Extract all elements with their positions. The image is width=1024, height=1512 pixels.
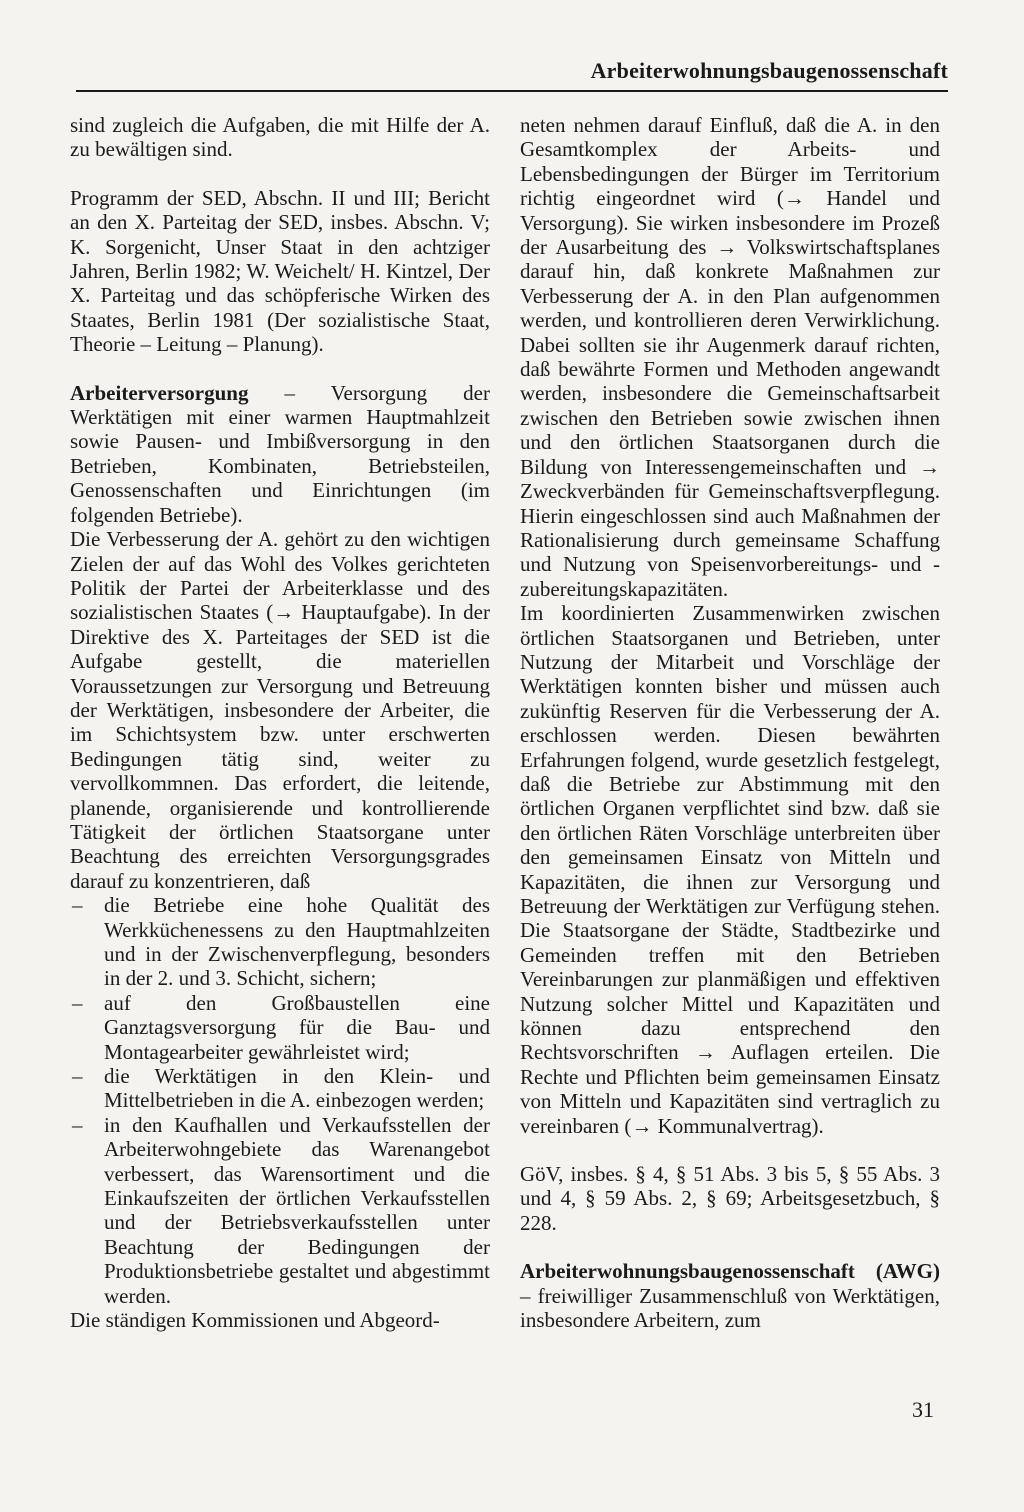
entry-arbeiterwohnungsbaugenossenschaft bbox=[520, 1259, 940, 1332]
body-paragraph: Im koordinierten Zusammenwirken zwischen örtlichen Staatsorganen und Betrieben, unter Nutzung der Mitarbeit und Vorschläge der Werktätigen konnten bisher und müssen auch zukünftig Reserven für die Verbesserung der A. erschlossen werden. Diesen bewährten Erfahrungen folgend, wurde gesetzlich festgelegt, daß die Betriebe zur Abstimmung mit den örtlichen Organen verpflichtet sind bzw. daß sie den örtlichen Räten Vorschläge unterbreiten über den gemeinsamen Einsatz von Mitteln und Kapazitäten, die ihnen zur Versorgung und Betreuung der Werktätigen zur Verfügung stehen. Die Staatsorgane der Städte, Stadtbezirke und Gemeinden treffen mit den Betrieben Vereinbarungen zur planmäßigen und effektiven Nutzung solcher Mittel und Kapazitäten und können dazu entsprechend den Rechtsvorschriften → Auflagen erteilen. Die Rechte und Pflichten beim gemeinsamen Einsatz von Mitteln und Kapazitäten sind vertraglich zu vereinbaren (→ Kommunalvertrag). bbox=[520, 601, 940, 1138]
entry-term: Arbeiterwohnungsbaugenossenschaft (AWG) bbox=[520, 1259, 940, 1284]
list-item: – die Werktätigen in den Klein- und Mittelbetrieben in die A. einbezogen werden; bbox=[70, 1064, 490, 1113]
continuation-paragraph: sind zugleich die Aufgaben, die mit Hilfe der A. zu bewältigen sind. bbox=[70, 113, 490, 162]
spacer bbox=[520, 1235, 940, 1259]
body-paragraph: neten nehmen darauf Einfluß, daß die A. in den Gesamtkomplex der Arbeits- und Lebensbedingungen der Bürger im Territorium richtig eingeordnet wird (→ Handel und Versorgung). Sie wirken insbesondere im Prozeß der Ausarbeitung des → Volkswirtschaftsplanes darauf hin, daß konkrete Maßnahmen zur Verbesserung der A. in den Plan aufgenommen werden, und kontrollieren deren Verwirklichung. Dabei sollten sie ihr Augenmerk darauf richten, daß bewährte Formen und Methoden angewandt werden, insbesondere die Gemeinschaftsarbeit zwischen den Betrieben sowie zwischen ihnen und den örtlichen Staatsorganen durch die Bildung von Interessengemeinschaften und → Zweckverbänden für Gemeinschaftsverpflegung. Hierin eingeschlossen sind auch Maßnahmen der Rationalisierung durch gemeinsame Schaffung und Nutzung von Speisenvorbereitungs- und -zubereitungskapazitäten. bbox=[520, 113, 940, 601]
entry-definition: – freiwilliger Zusammenschluß von Werktätigen, insbesondere Arbeitern, zum bbox=[520, 1283, 940, 1333]
list-item: – die Betriebe eine hohe Qualität des Werkküchenessens zu den Hauptmahlzeiten und in der Zwischenverpflegung, besonders in der 2. und 3. Schicht, sichern; bbox=[70, 893, 490, 991]
spacer bbox=[70, 357, 490, 381]
left-column bbox=[70, 113, 490, 1333]
references-paragraph: GöV, insbes. § 4, § 51 Abs. 3 bis 5, § 55 Abs. 3 und 4, § 59 Abs. 2, § 69; Arbeitsgesetzbuch, § 228. bbox=[520, 1162, 940, 1235]
entry-definition: – Versorgung der Werktätigen mit einer warmen Hauptmahlzeit sowie Pausen- und Imbißversorgung in den Betrieben, Kombinaten, Betriebsteilen, Genossenschaften und Einrichtungen (im folgenden Betriebe). bbox=[70, 380, 490, 527]
dash-list bbox=[70, 893, 490, 1308]
entry-term: Arbeiterversorgung bbox=[70, 380, 249, 405]
spacer bbox=[520, 1138, 940, 1162]
body-paragraph: Die Verbesserung der A. gehört zu den wichtigen Zielen der auf das Wohl des Volkes gerichteten Politik der Partei der Arbeiterklasse und des sozialistischen Staates (→ Hauptaufgabe). In der Direktive des X. Parteitages der SED ist die Aufgabe gestellt, die materiellen Voraussetzungen zur Versorgung und Betreuung der Werktätigen, insbesondere der Arbeiter, die im Schichtsystem bzw. unter erschwerten Bedingungen tätig sind, weiter zu vervollkommnen. Das erfordert, die leitende, planende, organisierende und kontrollierende Tätigkeit der örtlichen Staatsorgane unter Beachtung des erreichten Versorgungsgrades darauf zu konzentrieren, daß bbox=[70, 527, 490, 893]
list-item: – auf den Großbaustellen eine Ganztagsversorgung für die Bau- und Montagearbeiter gewährleistet wird; bbox=[70, 991, 490, 1064]
right-column bbox=[520, 113, 940, 1333]
body-paragraph: Die ständigen Kommissionen und Abgeord- bbox=[70, 1308, 440, 1333]
running-head: Arbeiterwohnungsbaugenossenschaft bbox=[590, 58, 948, 83]
page-number: 31 bbox=[912, 1397, 934, 1422]
references-paragraph: Programm der SED, Abschn. II und III; Bericht an den X. Parteitag der SED, insbes. Abschn. V; K. Sorgenicht, Unser Staat in den achtziger Jahren, Berlin 1982; W. Weichelt/ H. Kintzel, Der X. Parteitag und das schöpferische Wirken des Staates, Berlin 1981 (Der sozialistische Staat, Theorie – Leitung – Planung). bbox=[70, 185, 490, 357]
header-rule bbox=[76, 90, 948, 92]
spacer bbox=[70, 162, 490, 186]
list-item: – in den Kaufhallen und Verkaufsstellen der Arbeiterwohngebiete das Warenangebot verbessert, das Warensortiment und die Einkaufszeiten der örtlichen Verkaufsstellen und der Betriebsverkaufsstellen unter Beachtung der Bedingungen der Produktionsbetriebe gestaltet und abgestimmt werden. bbox=[70, 1113, 490, 1308]
entry-arbeiterversorgung bbox=[70, 381, 490, 527]
